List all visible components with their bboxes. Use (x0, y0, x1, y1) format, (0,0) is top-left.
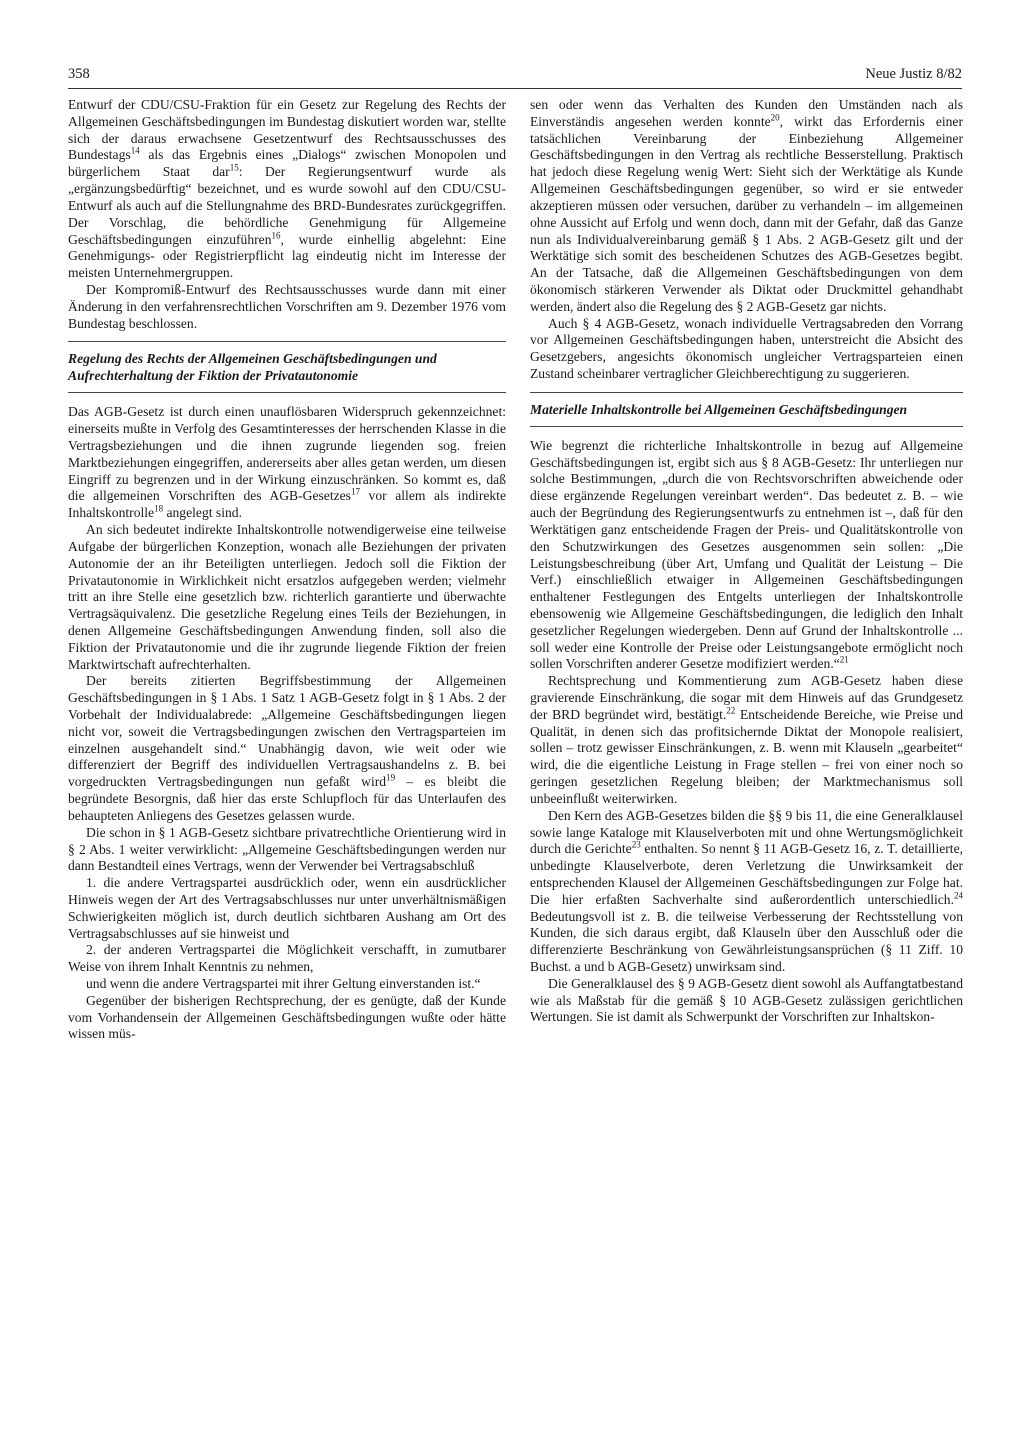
paragraph: An sich bedeutet indirekte Inhaltskontrolle notwendigerweise eine teilweise Aufgabe der bürgerlichen Konzeption, wonach alle Beziehungen der privaten Autonomie der an ihr Beteiligten unterliegen. Jedoch soll die Fiktion der Privatautonomie in Wirklichkeit nicht ersatzlos aufgegeben werden; vielmehr tritt an ihre Stelle eine gesetzlich bzw. richterlich garantierte und überwachte Vertragsäquivalenz. Die gesetzliche Regelung eines Teils der Beziehungen, in denen Allgemeine Geschäftsbedingungen Anwendung finden, soll also die Fiktion der Privatautonomie und die ihr zugrunde liegende Fiktion der freien Marktwirtschaft aufrechterhalten. (68, 522, 506, 672)
footnote-ref: 22 (726, 705, 736, 716)
footnote-ref: 14 (130, 145, 140, 156)
paragraph: Der Kompromiß-Entwurf des Rechtsausschusses wurde dann mit einer Änderung in den verfahrensrechtlichen Vorschriften am 9. Dezember 1976 vom Bundestag beschlossen. (68, 281, 506, 331)
paragraph: Auch § 4 AGB-Gesetz, wonach individuelle Vertragsabreden den Vorrang vor Allgemeinen Geschäftsbedingungen haben, unterstreicht die Absicht des Gesetzgebers, angesichts ökonomisch ungleicher Vertragsparteien einen Zustand scheinbarer vertraglicher Gleichberechtigung zu suggerieren. (530, 315, 963, 381)
page-header (68, 66, 962, 89)
paragraph-text: Der bereits zitierten Begriffsbestimmung der Allgemeinen Geschäftsbedingungen in § 1 Abs. 1 Satz 1 AGB-Gesetz folgt in § 1 Abs. 2 der Vorbehalt der Individualabrede: „Allgemeine Geschäftsbedingungen liegen nicht vor, soweit die Vertragsbedingungen zwischen den Vertragsparteien im einzelnen ausgehandelt sind.“ Unabhängig davon, wie weit oder wie differenziert der Begriff des individuellen Vertragsaushandelns z. B. bei vorgedruckten Vertragsbedingungen nun gefaßt wird (68, 673, 506, 790)
paragraph (68, 97, 506, 282)
footnote-ref: 20 (770, 112, 780, 123)
footnote-ref: 18 (154, 503, 164, 514)
footnote-ref: 23 (631, 839, 641, 850)
paragraph (530, 808, 963, 976)
section-rule-bottom (530, 426, 963, 427)
list-item: 2. der anderen Vertragspartei die Möglichkeit verschafft, in zumutbarer Weise von ihrem Inhalt Kenntnis zu nehmen, (68, 942, 506, 975)
paragraph-text: Entwurf der CDU/CSU-Fraktion für ein Gesetz zur Regelung des Rechts der Allgemeinen Geschäftsbedingungen im Bundestag diskutiert worden war, stellte sich der daraus erwachsene Gesetzentwurf des Rechtsausschusses des Bundestags (68, 97, 506, 163)
paragraph: Die Generalklausel des § 9 AGB-Gesetz dient sowohl als Auffangtatbestand wie als Maßstab für die gemäß § 10 AGB-Gesetz zulässigen gerichtlichen Wertungen. Sie ist damit als Schwerpunkt der Vorschriften zur Inhaltskon- (530, 975, 963, 1025)
left-column (68, 97, 506, 1043)
paragraph-text: : Der Regierungsentwurf wurde als „ergänzungsbedürftig“ bezeichnet, und es wurde sowohl auf den CDU/CSU-Entwurf als auch auf die Stellungnahme des BRD-Bundesrates zurückgegriffen. Der Vorschlag, die behördliche Genehmigung für Allgemeine Geschäftsbedingungen einzuführen (68, 164, 506, 247)
footnote-ref: 17 (350, 486, 360, 497)
paragraph (68, 673, 506, 824)
section-heading: Regelung des Rechts der Allgemeinen Geschäftsbedingungen und Aufrechterhaltung der Fiktion der Privatautonomie (68, 351, 437, 384)
footnote-ref: 15 (229, 162, 239, 173)
paragraph (530, 438, 963, 673)
section-rule-bottom (68, 392, 506, 393)
paragraph-text: – es bleibt die begründete Besorgnis, daß hier das erste Schlupfloch für das Unterlaufen des behaupteten Anliegens des Gesetzes gelassen wurde. (68, 774, 506, 823)
paragraph-text: vor allem als indirekte Inhaltskontrolle (68, 488, 506, 521)
section-heading: Materielle Inhaltskontrolle bei Allgemeinen Geschäftsbedingungen (530, 401, 908, 417)
footnote-ref: 19 (386, 772, 396, 783)
paragraph (530, 673, 963, 808)
paragraph-text: Bedeutungsvoll ist z. B. die teilweise Verbesserung der Rechtsstellung von Kunden, die sich daraus ergibt, daß Klauseln über den Ausschluß oder die differenzierte Beschränkung von Gewährleistungsansprüchen (§ 11 Ziff. 10 Buchst. a und b AGB-Gesetz) unwirksam sind. (530, 908, 963, 974)
footnote-ref: 21 (839, 654, 849, 665)
paragraph-text: Entscheidende Bereiche, wie Preise und Qualität, in denen sich das profitsichernde Diktat der Monopole realisiert, sollen – trotz gewisser Einschränkungen, z. B. wenn mit Klauseln „gearbeitet“ wird, die die eigentliche Leistung in Frage stellen – frei von einer noch so geringen gesetzlichen Regelung bleiben; der Marktmechanismus soll unbeeinflußt weiterwirken. (530, 706, 963, 806)
paragraph-text: Das AGB-Gesetz ist durch einen unauflösbaren Widerspruch gekennzeichnet: einerseits mußte in Verfolg des Gesamtinteresses der herrschenden Klasse in die Vertragsbeziehungen und die ihnen zugrunde liegenden sog. freien Marktbeziehungen eingegriffen, andererseits aber alles getan werden, um diesen Eingriff zu begrenzen und in der Wirkung einzuschränken. So kommt es, daß die allgemeinen Vorschriften des AGB-Gesetzes (68, 404, 506, 504)
paragraph-text: enthalten. So nennt § 11 AGB-Gesetz 16, z. T. detaillierte, unbedingte Klauselverbote, deren Verletzung die Unwirksamkeit der entsprechenden Klausel der Allgemeinen Geschäftsbedingungen zur Folge hat. Die hier erfaßten Sachverhalte sind außerordentlich unterschiedlich. (530, 841, 964, 907)
paragraph-text: , wurde einhellig abgelehnt: Eine Genehmigungs- oder Registrierpflicht lag eindeutig nicht im Interesse der meisten Unternehmergruppen. (68, 231, 506, 281)
paragraph-text: Wie begrenzt die richterliche Inhaltskontrolle in bezug auf Allgemeine Geschäftsbedingungen ist, ergibt sich aus § 8 AGB-Gesetz: Ihr unterliegen nur solche Bestimmungen, „durch die von Rechtsvorschriften abweichende oder diese ergänzende Regelungen vereinbart werden“. Das bedeutet z. B. – wie auch der Begründung des Regierungsentwurfs zu entnehmen ist –, daß für den Werktätigen ganz entscheidende Fragen der Preis- und Qualitätskontrolle von den Schutzwirkungen des Gesetzes ausgenommen sein sollen: „Die Leistungsbeschreibung (über Art, Umfang und Qualität der Leistung – Die Verf.) einschließlich etwaiger in Allgemeinen Geschäftsbedingungen enthaltener Festlegungen des Entgelts unterliegen der Inhaltskontrolle ebensowenig wie Allgemeine Geschäftsbedingungen, die lediglich den Inhalt gesetzlicher Regelungen wiedergeben. Denn auf Grund der Inhaltskontrolle ... soll weder eine Kontrolle der Preise oder Leistungsangebote ermöglicht noch sollen Vorschriften anderer Gesetze modifiziert werden.“ (530, 437, 963, 672)
paragraph-text: Rechtsprechung und Kommentierung zum AGB-Gesetz haben diese gravierende Einschränkung, die sogar mit dem Hinweis auf das Grundgesetz der BRD begründet wird, bestätigt. (530, 673, 963, 722)
paragraph-text: als das Ergebnis eines „Dialogs“ zwischen Monopolen und bürgerlichem Staat dar (68, 147, 506, 180)
paragraph-text: sen oder wenn das Verhalten des Kunden den Umständen nach als Einverständis angesehen werden konnte (530, 97, 963, 129)
paragraph-text: angelegt sind. (163, 505, 242, 521)
paragraph: Die schon in § 1 AGB-Gesetz sichtbare privatrechtliche Orientierung wird in § 2 Abs. 1 weiter verwirklicht: „Allgemeine Geschäftsbedingungen werden nur dann Bestandteil eines Vertrags, wenn der Verwender bei Vertragsabschluß (68, 824, 506, 874)
paragraph: Gegenüber der bisherigen Rechtsprechung, der es genügte, daß der Kunde vom Vorhandensein der Allgemeinen Geschäftsbedingungen wußte oder hätte wissen müs- (68, 992, 506, 1042)
footnote-ref: 16 (271, 229, 281, 240)
section-rule-top (68, 341, 506, 342)
right-column (530, 97, 963, 1026)
paragraph (530, 97, 963, 316)
list-item: 1. die andere Vertragspartei ausdrücklich oder, wenn ein ausdrücklicher Hinweis wegen der Art des Vertragsabschlusses nur unter unverhältnismäßigen Schwierigkeiten möglich ist, durch deutlich sichtbaren Aushang am Ort des Vertragsabschlusses auf sie hinweist und (68, 875, 506, 941)
footnote-ref: 24 (954, 890, 963, 901)
paragraph (68, 404, 506, 522)
paragraph-text: , wirkt das Erfordernis einer tatsächlichen Vereinbarung der Einbeziehung Allgemeiner Geschäftsbedingungen in den Vertrag als rechtliche Besserstellung. Praktisch hat jedoch diese Regelung wenig Wert: Sieht sich der Werktätige als Kunde Allgemeinen Geschäftsbedingungen gegenüber, so wird er sie entweder akzeptieren müssen oder versuchen, darüber zu verhandeln – im allgemeinen ohne Aussicht auf Erfolg und wenn doch, dann mit der Gefahr, daß das Ganze nun als Individualvereinbarung gemäß § 1 Abs. 2 AGB-Gesetz gilt und der Werktätige sich somit des bescheidenen Schutzes des AGB-Gesetzes begibt. An der Tatsache, daß die Allgemeinen Geschäftsbedingungen von dem ökonomisch stärkeren Verwender als Diktat oder Druckmittel gehandhabt werden, ändert also die Regelung des § 2 AGB-Gesetz gar nichts. (530, 113, 963, 314)
page-number: 358 (68, 66, 90, 82)
journal-issue: Neue Justiz 8/82 (865, 66, 962, 82)
section-rule-top (530, 392, 963, 393)
paragraph: und wenn die andere Vertragspartei mit ihrer Geltung einverstanden ist.“ (86, 976, 481, 991)
paragraph-text: Den Kern des AGB-Gesetzes bilden die §§ 9 bis 11, die eine Generalklausel sowie lange Kataloge mit Klauselverboten mit und ohne Wertungsmöglichkeit durch die Gerichte (530, 807, 963, 857)
